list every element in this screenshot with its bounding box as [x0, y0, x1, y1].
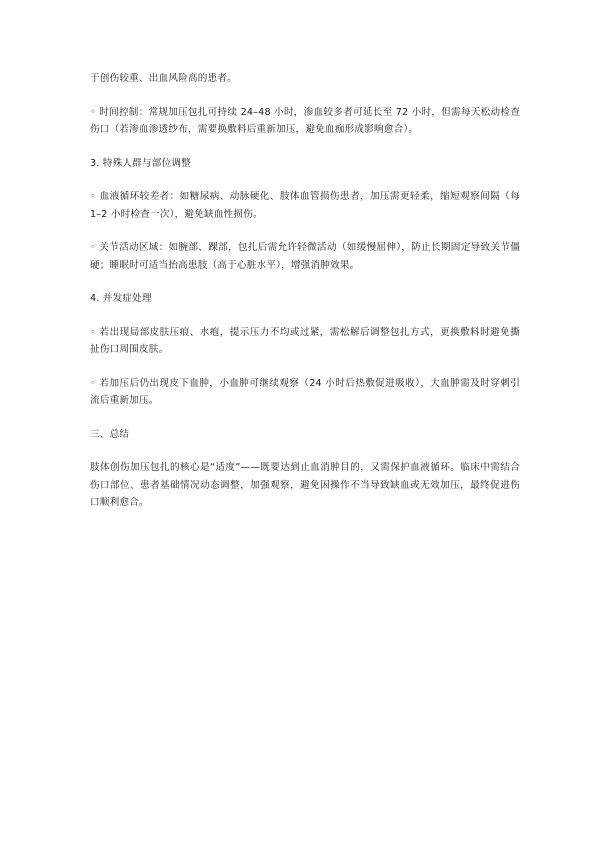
- paragraph-skin-blisters: ◦ 若出现局部皮肤压痕、水疱，提示压力不均或过紧，需松解后调整包扎方式，更换敷料时避免撕扯伤口周围皮肤。: [90, 326, 520, 355]
- paragraph-time-control: ◦ 时间控制：常规加压包扎可持续 24–48 小时，渗血较多者可延长至 72 小时，但需每天松动检查伤口（若渗血渗透纱布，需要换敷料后重新加压，避免血痂形成影响愈合）。: [90, 106, 520, 135]
- section-heading-complications: 4. 并发症处理: [90, 293, 152, 304]
- paragraph-joint-areas: ◦ 关节活动区域：如腕部、踝部，包扎后需允许轻微活动（如缓慢屈伸），防止长期固定导致关节僵硬；睡眠时可适当抬高患肢（高于心脏水平），增强消肿效果。: [90, 242, 520, 271]
- paragraph-summary: 肢体创伤加压包扎的核心是“适度”——既要达到止血消肿目的，又需保护血液循环。临床中需结合伤口部位、患者基础情况动态调整，加强观察，避免因操作不当导致缺血或无效加压，最终促进伤口顺利愈合。: [90, 462, 520, 508]
- section-heading-summary: 三、总结: [90, 428, 130, 440]
- paragraph-poor-circulation: ◦ 血液循环较差者：如糖尿病、动脉硬化、肢体血管损伤患者，加压需更轻柔，缩短观察间隔（每 1–2 小时检查一次），避免缺血性损伤。: [90, 191, 520, 220]
- paragraph-continuation: 于创伤较重、出血风险高的患者。: [90, 73, 237, 84]
- paragraph-hematoma: ◦ 若加压后仍出现皮下血肿，小血肿可继续观察（24 小时后热敷促进吸收），大血肿需及时穿刺引流后重新加压。: [90, 377, 520, 406]
- document-body: [90, 70, 520, 512]
- section-heading-special-groups: 3. 特殊人群与部位调整: [90, 157, 191, 169]
